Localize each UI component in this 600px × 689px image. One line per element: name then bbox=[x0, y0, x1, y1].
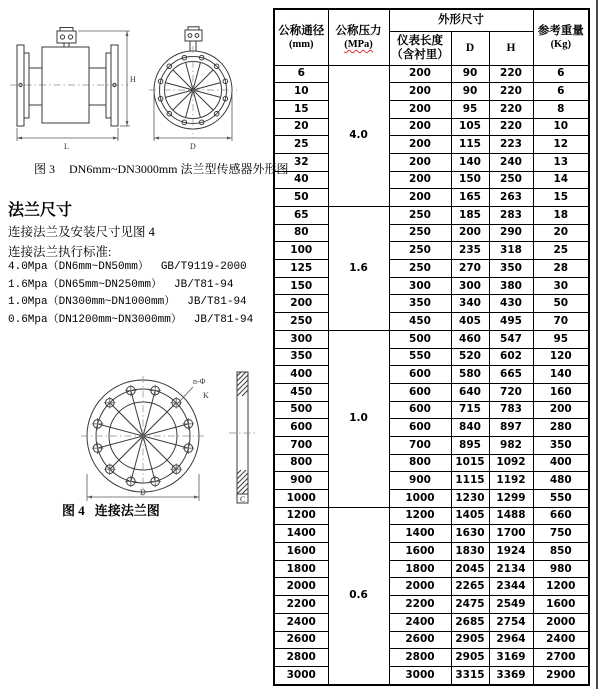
cell-h: 1924 bbox=[489, 543, 533, 561]
cell-diameter: 6 bbox=[274, 65, 328, 83]
figure3-title: DN6mm~DN3000mm 法兰型传感器外形图 bbox=[69, 162, 289, 176]
cell-instrument-length: 250 bbox=[389, 207, 451, 225]
cell-weight: 140 bbox=[533, 366, 589, 384]
cell-diameter: 500 bbox=[274, 401, 328, 419]
cell-instrument-length: 200 bbox=[389, 136, 451, 154]
cell-diameter: 1000 bbox=[274, 490, 328, 508]
cell-instrument-length: 200 bbox=[389, 118, 451, 136]
table-row bbox=[274, 242, 589, 260]
cell-h: 430 bbox=[489, 295, 533, 313]
cell-h: 3169 bbox=[489, 649, 533, 667]
table-row bbox=[274, 65, 589, 83]
cell-weight: 280 bbox=[533, 419, 589, 437]
col-header-weight-text: 参考重量 bbox=[537, 24, 584, 37]
cell-instrument-length: 600 bbox=[389, 366, 451, 384]
cell-diameter: 300 bbox=[274, 330, 328, 348]
cell-h: 2754 bbox=[489, 613, 533, 631]
cell-h: 220 bbox=[489, 83, 533, 101]
cell-d: 460 bbox=[451, 330, 489, 348]
cell-d: 185 bbox=[451, 207, 489, 225]
table-row bbox=[274, 136, 589, 154]
cell-diameter: 600 bbox=[274, 419, 328, 437]
flange-front-view bbox=[81, 376, 209, 501]
cell-weight: 28 bbox=[533, 260, 589, 278]
cell-weight: 18 bbox=[533, 207, 589, 225]
cell-h: 220 bbox=[489, 100, 533, 118]
cell-instrument-length: 900 bbox=[389, 472, 451, 490]
cell-d: 150 bbox=[451, 171, 489, 189]
cell-d: 270 bbox=[451, 260, 489, 278]
table-row bbox=[274, 313, 589, 331]
cell-h: 220 bbox=[489, 65, 533, 83]
cell-d: 405 bbox=[451, 313, 489, 331]
cell-weight: 750 bbox=[533, 525, 589, 543]
cell-d: 580 bbox=[451, 366, 489, 384]
cell-d: 520 bbox=[451, 348, 489, 366]
bolt-count-label: n-Φ bbox=[193, 377, 206, 386]
cell-d: 2905 bbox=[451, 631, 489, 649]
cell-weight: 10 bbox=[533, 118, 589, 136]
cell-weight: 400 bbox=[533, 454, 589, 472]
cell-diameter: 150 bbox=[274, 277, 328, 295]
table-row bbox=[274, 419, 589, 437]
table-row bbox=[274, 560, 589, 578]
cell-weight: 660 bbox=[533, 507, 589, 525]
cell-weight: 30 bbox=[533, 277, 589, 295]
col-header-diameter-text: 公称通径 bbox=[278, 24, 325, 37]
cell-pressure: 1.6 bbox=[328, 207, 389, 331]
cell-diameter: 65 bbox=[274, 207, 328, 225]
cell-d: 1015 bbox=[451, 454, 489, 472]
connection-flange-drawing bbox=[35, 356, 265, 506]
standard-code: JB/T81-94 bbox=[193, 313, 254, 326]
dim-label-h: H bbox=[130, 75, 136, 84]
table-row bbox=[274, 543, 589, 561]
cell-diameter: 900 bbox=[274, 472, 328, 490]
cell-h: 897 bbox=[489, 419, 533, 437]
cell-weight: 2400 bbox=[533, 631, 589, 649]
cell-d: 1630 bbox=[451, 525, 489, 543]
table-row bbox=[274, 348, 589, 366]
cell-instrument-length: 250 bbox=[389, 224, 451, 242]
figure4-title: 连接法兰图 bbox=[94, 503, 160, 518]
cell-d: 90 bbox=[451, 65, 489, 83]
cell-diameter: 40 bbox=[274, 171, 328, 189]
standard-code: JB/T81-94 bbox=[187, 296, 247, 308]
cell-instrument-length: 2200 bbox=[389, 596, 451, 614]
cell-diameter: 1200 bbox=[274, 507, 328, 525]
standard-item bbox=[8, 312, 253, 330]
cell-diameter: 50 bbox=[274, 189, 328, 207]
table-row bbox=[274, 277, 589, 295]
table-row bbox=[274, 596, 589, 614]
cell-d: 2475 bbox=[451, 596, 489, 614]
cell-instrument-length: 250 bbox=[389, 260, 451, 278]
cell-instrument-length: 200 bbox=[389, 83, 451, 101]
cell-weight: 350 bbox=[533, 436, 589, 454]
cell-h: 1700 bbox=[489, 525, 533, 543]
cell-h: 720 bbox=[489, 383, 533, 401]
table-row bbox=[274, 118, 589, 136]
cell-d: 2265 bbox=[451, 578, 489, 596]
cell-weight: 200 bbox=[533, 401, 589, 419]
cell-instrument-length: 350 bbox=[389, 295, 451, 313]
cell-d: 1405 bbox=[451, 507, 489, 525]
cell-h: 220 bbox=[489, 118, 533, 136]
cell-weight: 25 bbox=[533, 242, 589, 260]
cell-instrument-length: 600 bbox=[389, 383, 451, 401]
cell-d: 895 bbox=[451, 436, 489, 454]
spec-table bbox=[273, 8, 590, 686]
cell-weight: 480 bbox=[533, 472, 589, 490]
table-row bbox=[274, 666, 589, 685]
cell-weight: 1200 bbox=[533, 578, 589, 596]
standard-spec: 1.6Mpa（DN65mm~DN250mm） bbox=[8, 278, 163, 291]
col-header-pressure-text: 公称压力 bbox=[335, 24, 382, 37]
dim-label-l: L bbox=[64, 142, 69, 151]
cell-instrument-length: 250 bbox=[389, 242, 451, 260]
cell-h: 602 bbox=[489, 348, 533, 366]
cell-h: 547 bbox=[489, 330, 533, 348]
sensor-side-view bbox=[10, 28, 136, 152]
cell-instrument-length: 1400 bbox=[389, 525, 451, 543]
flange-standard-title: 连接法兰执行标准: bbox=[8, 245, 112, 259]
figure4-caption bbox=[62, 500, 160, 519]
cell-d: 95 bbox=[451, 100, 489, 118]
col-header-weight bbox=[533, 9, 589, 65]
cell-diameter: 125 bbox=[274, 260, 328, 278]
cell-diameter: 80 bbox=[274, 224, 328, 242]
figure4-number: 图 4 bbox=[62, 503, 85, 518]
section-heading-flange-size: 法兰尺寸 bbox=[8, 202, 73, 219]
table-row bbox=[274, 383, 589, 401]
cell-d: 1830 bbox=[451, 543, 489, 561]
cell-instrument-length: 700 bbox=[389, 436, 451, 454]
table-row bbox=[274, 207, 589, 225]
table-row bbox=[274, 631, 589, 649]
flange-standards-list bbox=[8, 259, 253, 329]
cell-h: 1192 bbox=[489, 472, 533, 490]
cell-weight: 980 bbox=[533, 560, 589, 578]
cell-h: 1299 bbox=[489, 490, 533, 508]
col-header-d: D bbox=[451, 31, 489, 65]
col-header-length-line1: 仪表长度 bbox=[397, 34, 443, 47]
cell-h: 263 bbox=[489, 189, 533, 207]
table-row bbox=[274, 613, 589, 631]
cell-h: 495 bbox=[489, 313, 533, 331]
cell-diameter: 20 bbox=[274, 118, 328, 136]
spec-table-container bbox=[273, 8, 590, 686]
cell-diameter: 700 bbox=[274, 436, 328, 454]
junction-box bbox=[57, 28, 76, 48]
cell-h: 2549 bbox=[489, 596, 533, 614]
table-row bbox=[274, 100, 589, 118]
cell-diameter: 1600 bbox=[274, 543, 328, 561]
cell-h: 223 bbox=[489, 136, 533, 154]
table-row bbox=[274, 401, 589, 419]
cell-d: 715 bbox=[451, 401, 489, 419]
cell-h: 2344 bbox=[489, 578, 533, 596]
cell-h: 3369 bbox=[489, 666, 533, 685]
table-row bbox=[274, 454, 589, 472]
cell-diameter: 350 bbox=[274, 348, 328, 366]
cell-weight: 2000 bbox=[533, 613, 589, 631]
col-header-pressure bbox=[328, 9, 389, 65]
cell-diameter: 15 bbox=[274, 100, 328, 118]
cell-instrument-length: 500 bbox=[389, 330, 451, 348]
cell-diameter: 32 bbox=[274, 153, 328, 171]
cell-h: 318 bbox=[489, 242, 533, 260]
col-header-weight-unit: (Kg) bbox=[550, 38, 571, 50]
cell-d: 200 bbox=[451, 224, 489, 242]
cell-d: 1230 bbox=[451, 490, 489, 508]
table-row bbox=[274, 153, 589, 171]
cell-diameter: 2000 bbox=[274, 578, 328, 596]
cell-diameter: 10 bbox=[274, 83, 328, 101]
cell-instrument-length: 2800 bbox=[389, 649, 451, 667]
cell-weight: 1600 bbox=[533, 596, 589, 614]
standard-item bbox=[8, 277, 253, 295]
cell-h: 1488 bbox=[489, 507, 533, 525]
cell-h: 2964 bbox=[489, 631, 533, 649]
table-row bbox=[274, 295, 589, 313]
cell-weight: 70 bbox=[533, 313, 589, 331]
table-row bbox=[274, 472, 589, 490]
cell-instrument-length: 1200 bbox=[389, 507, 451, 525]
cell-weight: 6 bbox=[533, 83, 589, 101]
cell-diameter: 3000 bbox=[274, 666, 328, 685]
junction-box-front bbox=[185, 27, 202, 51]
cell-d: 140 bbox=[451, 153, 489, 171]
cell-instrument-length: 200 bbox=[389, 100, 451, 118]
cell-d: 640 bbox=[451, 383, 489, 401]
table-row bbox=[274, 578, 589, 596]
cell-h: 665 bbox=[489, 366, 533, 384]
cell-h: 250 bbox=[489, 171, 533, 189]
cell-diameter: 100 bbox=[274, 242, 328, 260]
cell-instrument-length: 200 bbox=[389, 153, 451, 171]
cell-diameter: 25 bbox=[274, 136, 328, 154]
cell-h: 783 bbox=[489, 401, 533, 419]
cell-weight: 2900 bbox=[533, 666, 589, 685]
flange-section-view bbox=[229, 372, 257, 504]
cell-pressure: 1.0 bbox=[328, 330, 389, 507]
cell-d: 235 bbox=[451, 242, 489, 260]
dim-label-c: C bbox=[240, 495, 246, 504]
cell-d: 3315 bbox=[451, 666, 489, 685]
cell-h: 290 bbox=[489, 224, 533, 242]
cell-instrument-length: 800 bbox=[389, 454, 451, 472]
cell-weight: 120 bbox=[533, 348, 589, 366]
cell-instrument-length: 1600 bbox=[389, 543, 451, 561]
cell-weight: 6 bbox=[533, 65, 589, 83]
cell-diameter: 250 bbox=[274, 313, 328, 331]
cell-weight: 14 bbox=[533, 171, 589, 189]
cell-diameter: 400 bbox=[274, 366, 328, 384]
standard-item bbox=[8, 259, 253, 277]
standard-item bbox=[8, 294, 253, 312]
cell-instrument-length: 200 bbox=[389, 171, 451, 189]
cell-weight: 95 bbox=[533, 330, 589, 348]
table-row bbox=[274, 490, 589, 508]
cell-diameter: 2600 bbox=[274, 631, 328, 649]
cell-d: 1115 bbox=[451, 472, 489, 490]
bolt-circle-label: K bbox=[203, 391, 209, 400]
col-header-diameter-unit: (mm) bbox=[289, 38, 314, 50]
cell-h: 380 bbox=[489, 277, 533, 295]
table-row bbox=[274, 224, 589, 242]
cell-instrument-length: 200 bbox=[389, 65, 451, 83]
cell-h: 982 bbox=[489, 436, 533, 454]
cell-diameter: 1400 bbox=[274, 525, 328, 543]
cell-instrument-length: 1000 bbox=[389, 490, 451, 508]
scan-edge-line bbox=[596, 0, 598, 689]
cell-weight: 2700 bbox=[533, 649, 589, 667]
cell-h: 283 bbox=[489, 207, 533, 225]
flange-intro-text: 连接法兰及安装尺寸见图 4 bbox=[8, 225, 155, 239]
cell-h: 240 bbox=[489, 153, 533, 171]
cell-instrument-length: 3000 bbox=[389, 666, 451, 685]
figure3-caption bbox=[34, 160, 289, 177]
cell-instrument-length: 2600 bbox=[389, 631, 451, 649]
standard-spec: 4.0Mpa（DN6mm~DN50mm） bbox=[8, 261, 149, 273]
cell-instrument-length: 600 bbox=[389, 401, 451, 419]
cell-weight: 550 bbox=[533, 490, 589, 508]
col-header-diameter bbox=[274, 9, 328, 65]
standard-code: JB/T81-94 bbox=[174, 278, 234, 291]
cell-weight: 13 bbox=[533, 153, 589, 171]
cell-d: 300 bbox=[451, 277, 489, 295]
cell-weight: 15 bbox=[533, 189, 589, 207]
cell-d: 2685 bbox=[451, 613, 489, 631]
cell-diameter: 2800 bbox=[274, 649, 328, 667]
cell-weight: 50 bbox=[533, 295, 589, 313]
table-row bbox=[274, 330, 589, 348]
cell-weight: 8 bbox=[533, 100, 589, 118]
table-row bbox=[274, 507, 589, 525]
cell-pressure: 0.6 bbox=[328, 507, 389, 685]
cell-weight: 850 bbox=[533, 543, 589, 561]
cell-d: 2905 bbox=[451, 649, 489, 667]
cell-weight: 160 bbox=[533, 383, 589, 401]
cell-instrument-length: 2000 bbox=[389, 578, 451, 596]
dim-label-d: D bbox=[140, 488, 146, 497]
table-row bbox=[274, 189, 589, 207]
cell-instrument-length: 2400 bbox=[389, 613, 451, 631]
cell-instrument-length: 600 bbox=[389, 419, 451, 437]
table-row bbox=[274, 525, 589, 543]
table-row bbox=[274, 260, 589, 278]
cell-weight: 20 bbox=[533, 224, 589, 242]
cell-instrument-length: 200 bbox=[389, 189, 451, 207]
cell-diameter: 450 bbox=[274, 383, 328, 401]
cell-instrument-length: 450 bbox=[389, 313, 451, 331]
cell-d: 840 bbox=[451, 419, 489, 437]
cell-diameter: 1800 bbox=[274, 560, 328, 578]
cell-weight: 12 bbox=[533, 136, 589, 154]
sensor-outline-drawing bbox=[6, 16, 264, 156]
figure3-number: 图 3 bbox=[34, 162, 56, 176]
cell-pressure: 4.0 bbox=[328, 65, 389, 207]
cell-d: 105 bbox=[451, 118, 489, 136]
col-header-length-line2: （含衬里） bbox=[391, 49, 449, 61]
table-row bbox=[274, 83, 589, 101]
cell-h: 2134 bbox=[489, 560, 533, 578]
standard-spec: 0.6Mpa（DN1200mm~DN3000mm） bbox=[8, 313, 182, 326]
dim-label-d: D bbox=[190, 142, 196, 151]
spec-table-body bbox=[274, 65, 589, 685]
col-header-h: H bbox=[489, 31, 533, 65]
cell-d: 115 bbox=[451, 136, 489, 154]
table-row bbox=[274, 649, 589, 667]
cell-d: 90 bbox=[451, 83, 489, 101]
standard-code: GB/T9119-2000 bbox=[160, 261, 247, 273]
cell-diameter: 200 bbox=[274, 295, 328, 313]
cell-instrument-length: 550 bbox=[389, 348, 451, 366]
table-row bbox=[274, 171, 589, 189]
cell-h: 350 bbox=[489, 260, 533, 278]
spec-table-header bbox=[274, 9, 589, 65]
cell-diameter: 2200 bbox=[274, 596, 328, 614]
cell-d: 340 bbox=[451, 295, 489, 313]
cell-instrument-length: 1800 bbox=[389, 560, 451, 578]
col-header-length bbox=[389, 31, 451, 65]
col-header-pressure-unit: (MPa) bbox=[344, 38, 373, 50]
col-header-outline-dims: 外形尺寸 bbox=[389, 9, 533, 31]
cell-h: 1092 bbox=[489, 454, 533, 472]
cell-diameter: 800 bbox=[274, 454, 328, 472]
cell-d: 2045 bbox=[451, 560, 489, 578]
table-row bbox=[274, 436, 589, 454]
cell-diameter: 2400 bbox=[274, 613, 328, 631]
cell-d: 165 bbox=[451, 189, 489, 207]
sensor-front-view bbox=[149, 27, 237, 151]
standard-spec: 1.0Mpa（DN300mm~DN1000mm） bbox=[8, 296, 176, 308]
table-row bbox=[274, 366, 589, 384]
cell-instrument-length: 300 bbox=[389, 277, 451, 295]
